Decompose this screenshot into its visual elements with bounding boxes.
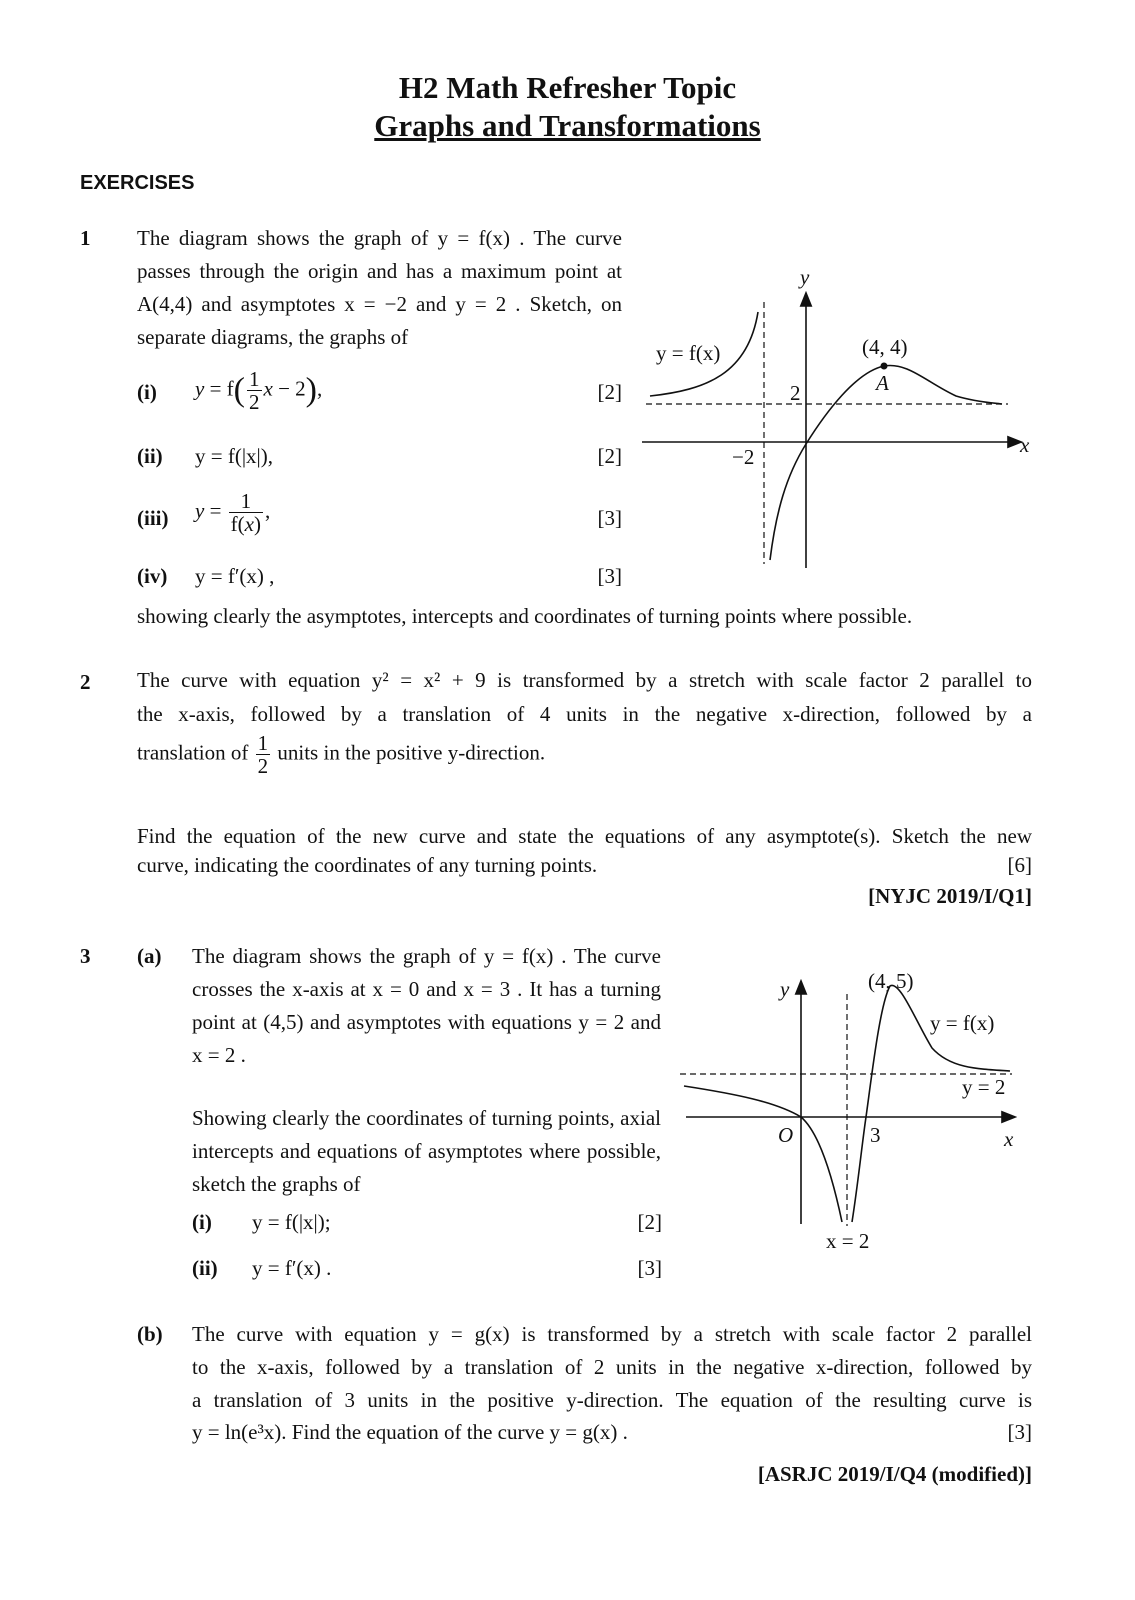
q2-line: the x-axis, followed by a translation of 4 units in the negative x-direction, followed by a — [137, 702, 1032, 726]
q1-x-label: x — [1020, 433, 1030, 457]
q1-intro: The diagram shows the graph of y = f(x) . The curve passes through the origin and has a maximum point at A(4,4) and asymptotes x = −2 and y = 2 . Sketch, on separate diagrams, the graphs of — [137, 226, 622, 349]
question-number: 2 — [80, 670, 91, 694]
page-subtitle: Graphs and Transformations — [374, 108, 761, 143]
q3-part-expr: y = f(|x|); — [252, 1210, 331, 1234]
q3-graph — [676, 964, 1022, 1264]
q3-left-branch — [684, 1086, 842, 1222]
question-number: 1 — [80, 226, 91, 250]
q2-line — [137, 732, 545, 777]
q2-line3-pre: translation of — [137, 740, 249, 765]
q2-mark: [6] — [1007, 853, 1032, 877]
q3-b-line: The curve with equation y = g(x) is transformed by a stretch with scale factor 2 parallel — [192, 1322, 1032, 1346]
q2-line: The curve with equation y² = x² + 9 is transformed by a stretch with scale factor 2 parallel to — [137, 668, 1032, 692]
section-heading: EXERCISES — [80, 172, 195, 194]
q1-v-asym-label: −2 — [732, 445, 755, 469]
q1-part-expr: y = f′(x) , — [195, 564, 275, 588]
q1-h-asym-label: 2 — [790, 381, 801, 405]
q2-line: Find the equation of the new curve and state the equations of any asymptote(s). Sketch the new — [137, 824, 1032, 848]
q2-source: [NYJC 2019/I/Q1] — [868, 884, 1032, 908]
q3-curve-label: y = f(x) — [930, 1011, 995, 1035]
q1-max-label: (4, 4) — [862, 335, 908, 359]
q3-part-label: (a) — [137, 944, 162, 968]
q3-v-asym-label: x = 2 — [826, 1229, 870, 1253]
q3-a-instructions: Showing clearly the coordinates of turning points, axial intercepts and equations of asymptotes where possible, sketch the graphs of — [192, 1106, 661, 1196]
q3-part-expr: y = f′(x) . — [252, 1256, 332, 1280]
q1-part-label: (ii) — [137, 444, 163, 468]
q1-part-label: (iv) — [137, 564, 168, 588]
question-number: 3 — [80, 944, 91, 968]
q1-point-a: A — [876, 371, 889, 395]
q3-x-label: x — [1004, 1127, 1014, 1151]
q1-mark: [3] — [597, 506, 622, 530]
q1-mark: [2] — [597, 380, 622, 404]
q1-mark: [2] — [597, 444, 622, 468]
q2-frac-n: 1 — [257, 731, 269, 755]
q3-b-line: to the x-axis, followed by a translation of 2 units in the negative x-direction, followed by — [192, 1355, 1032, 1379]
q3-x-intercept-label: 3 — [870, 1123, 881, 1147]
q1-part-label: (i) — [137, 380, 157, 404]
q2-frac-d: 2 — [257, 754, 269, 779]
q1-part-expr: y = $\frac{1}{f(x)}$ , — [195, 489, 271, 537]
q1-closing: showing clearly the asymptotes, intercepts and coordinates of turning points where possible. — [137, 604, 913, 628]
q3-origin-label: O — [778, 1123, 794, 1147]
q3-source: [ASRJC 2019/I/Q4 (modified)] — [757, 1462, 1032, 1486]
q3-b-line: y = ln(e³x). Find the equation of the curve y = g(x) . — [192, 1420, 628, 1444]
page-title: H2 Math Refresher Topic — [398, 70, 737, 105]
q3-mark: [2] — [637, 1210, 662, 1234]
q3-mark: [3] — [637, 1256, 662, 1280]
q3-a-intro: The diagram shows the graph of y = f(x) . The curve crosses the x-axis at x = 0 and x = 3 . It has a turning point at (4,5) and asymptotes with equations y = 2 and x = 2 . — [192, 944, 661, 1067]
q3-part-label: (i) — [192, 1210, 212, 1234]
q1-part-label: (iii) — [137, 506, 169, 530]
q3-y-label: y — [780, 977, 790, 1001]
q1-curve-label: y = f(x) — [656, 341, 721, 365]
q1-mark: [3] — [597, 564, 622, 588]
q3-b-line: a translation of 3 units in the positive y-direction. The equation of the resulting curve is — [192, 1388, 1032, 1412]
q1-graph — [636, 262, 1036, 574]
q2-line3-post: units in the positive y-direction. — [277, 740, 546, 765]
q3-max-label: (4, 5) — [868, 969, 914, 993]
q1-part-expr: y = f( $\frac{1}{2}$ x − 2), — [195, 367, 323, 415]
q2-line: curve, indicating the coordinates of any turning points. — [137, 853, 598, 877]
q3-b-mark: [3] — [1007, 1420, 1032, 1444]
q1-y-label: y — [800, 265, 810, 289]
q1-max-point — [881, 363, 888, 370]
q3-part-label: (ii) — [192, 1256, 218, 1280]
q3-h-asym-label: y = 2 — [962, 1075, 1006, 1099]
q1-part-expr: y = f(|x|), — [195, 444, 273, 468]
q3-part-label: (b) — [137, 1322, 163, 1346]
